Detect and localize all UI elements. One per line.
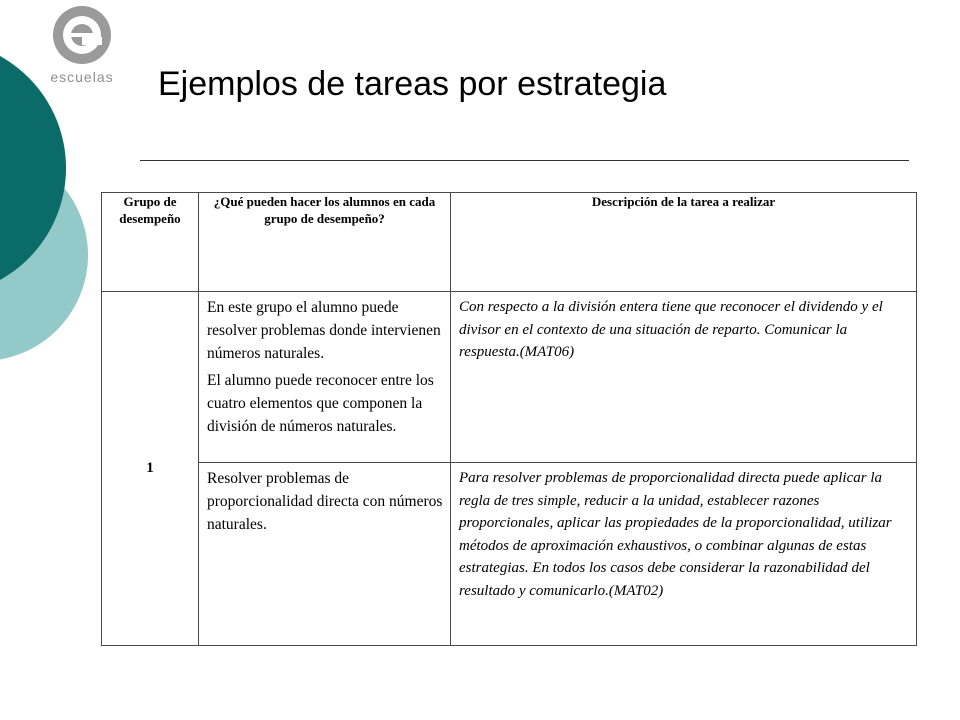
table-row bbox=[102, 292, 917, 463]
page-title: Ejemplos de tareas por estrategia bbox=[158, 65, 667, 103]
header-row bbox=[102, 193, 917, 292]
can-do-cell bbox=[199, 292, 451, 463]
title-divider bbox=[140, 160, 909, 161]
can-do-text: Resolver problemas de proporcionalidad directa con números naturales. bbox=[207, 470, 443, 533]
escuelas-logo bbox=[44, 4, 120, 84]
header-can-do: ¿Qué pueden hacer los alumnos en cada grupo de desempeño? bbox=[199, 193, 451, 292]
can-do-text: El alumno puede reconocer entre los cuatro elementos que componen la división de números naturales. bbox=[207, 372, 434, 435]
header-description: Descripción de la tarea a realizar bbox=[451, 193, 917, 292]
logo-text: escuelas bbox=[50, 69, 114, 85]
header-group: Grupo de desempeño bbox=[102, 193, 199, 292]
can-do-cell bbox=[199, 463, 451, 646]
group-number: 1 bbox=[102, 292, 199, 646]
can-do-text: En este grupo el alumno puede resolver problemas donde intervienen números naturales. bbox=[207, 299, 441, 362]
logo-e-icon bbox=[51, 4, 113, 66]
description-cell: Con respecto a la división entera tiene que reconocer el dividendo y el divisor en el contexto de una situación de reparto. Comunicar la respuesta.(MAT06) bbox=[451, 292, 917, 463]
table-row bbox=[102, 463, 917, 646]
tasks-table bbox=[101, 192, 917, 646]
description-cell: Para resolver problemas de proporcionalidad directa puede aplicar la regla de tres simple, reducir a la unidad, establecer razones proporcionales, aplicar las propiedades de la proporcionalidad, utilizar métodos de aproximación exhaustivos, o combinar algunas de estas estrategias. En todos los casos debe considerar la razonabilidad del resultado y comunicarlo.(MAT02) bbox=[451, 463, 917, 646]
